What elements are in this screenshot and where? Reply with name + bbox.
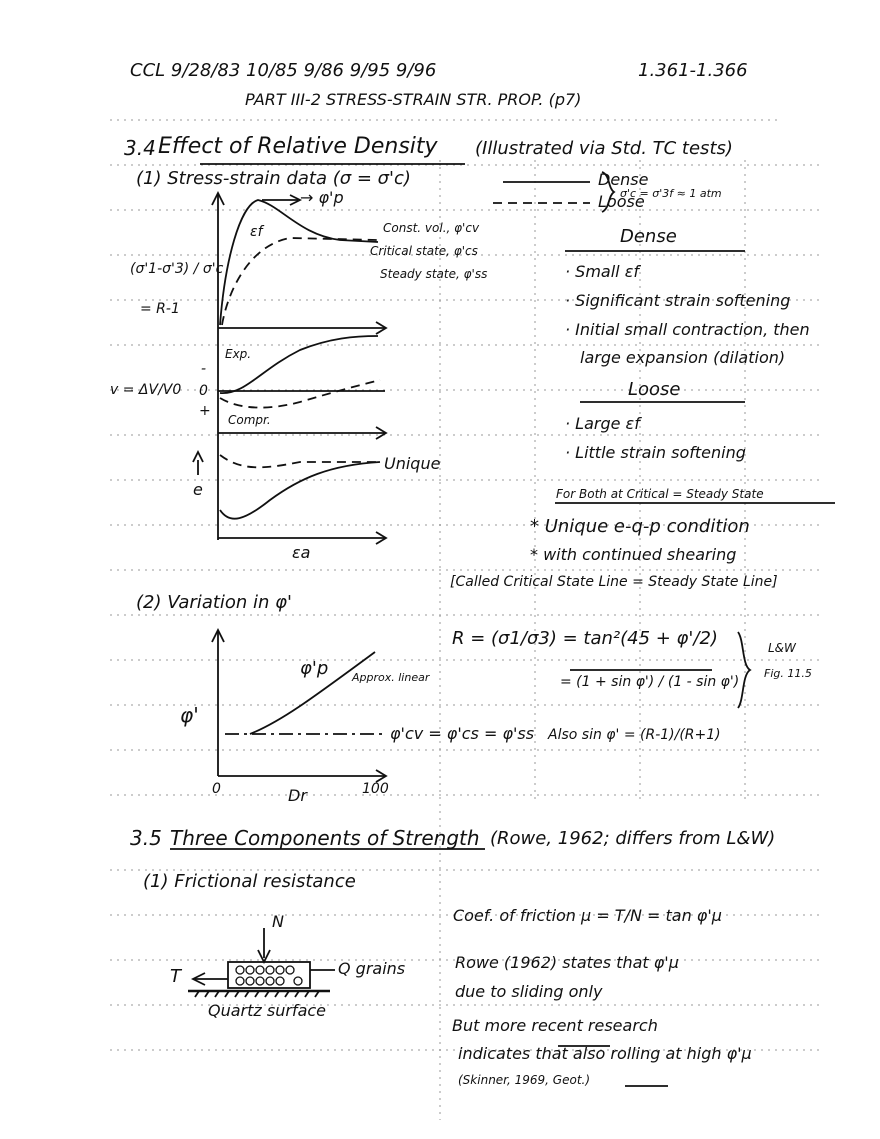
loose-volume-curve — [220, 380, 380, 408]
r-equation: R = (σ1/σ3) = tan²(45 + φ'/2) — [452, 628, 718, 649]
research-text-1: But more recent research — [452, 1016, 658, 1035]
unique-label: Unique — [384, 454, 441, 473]
volume-label: v = ΔV/V0 — [110, 382, 182, 398]
loose-stress-curve — [222, 238, 378, 325]
called-note: [Called Critical State Line = Steady State Line] — [450, 574, 778, 590]
course-number: 1.361-1.366 — [638, 60, 748, 81]
plus-sign: + — [199, 403, 211, 419]
frictional-label: (1) Frictional resistance — [143, 871, 356, 892]
section-number: 3.4 — [124, 136, 156, 160]
r-minus-1-label: = R-1 — [140, 301, 180, 317]
eps-f-label: εf — [250, 224, 263, 240]
star-note-1: * Unique e-q-p condition — [530, 516, 750, 537]
expansion-label: Exp. — [225, 347, 252, 361]
approx-linear-label: Approx. linear — [352, 671, 430, 684]
section-3-5-title: Three Components of Strength — [170, 826, 480, 850]
void-ratio-label: e — [193, 480, 203, 499]
legend-dense: Dense — [598, 170, 649, 189]
x-axis-100: 100 — [362, 781, 389, 797]
phi-cv-equation: φ'cv = φ'cs = φ'ss — [390, 724, 535, 743]
dense-stress-curve — [220, 200, 378, 325]
section-title: Effect of Relative Density — [158, 134, 438, 159]
legend-note: σ'c = σ'3f ≈ 1 atm — [620, 187, 722, 200]
legend-loose: Loose — [598, 192, 645, 211]
dense-e-curve — [220, 462, 380, 519]
zero-sign: 0 — [199, 383, 208, 399]
compression-label: Compr. — [228, 413, 271, 427]
subsection-2-label: (2) Variation in φ' — [136, 592, 292, 613]
loose-heading: Loose — [628, 379, 681, 400]
friction-coef-text: Coef. of friction μ = T/N = tan φ'μ — [453, 906, 722, 925]
skinner-ref: (Skinner, 1969, Geot.) — [458, 1073, 591, 1087]
dense-heading: Dense — [620, 226, 677, 247]
section-3-5-subtitle: (Rowe, 1962; differs from L&W) — [490, 828, 776, 849]
dense-item: · Significant strain softening — [565, 291, 791, 310]
dr-label: Dr — [288, 786, 307, 805]
y-axis-label: (σ'1-σ'3) / σ'c — [130, 261, 224, 277]
phi-p-arrow-label: → φ'p — [300, 188, 344, 207]
also-equation: Also sin φ' = (R-1)/(R+1) — [548, 727, 721, 743]
both-note: For Both at Critical = Steady State — [556, 487, 764, 501]
dense-item: large expansion (dilation) — [580, 348, 786, 367]
normal-force-label: N — [272, 912, 284, 931]
research-text-2: indicates that also rolling at high φ'μ — [458, 1044, 752, 1063]
steady-state-label: Steady state, φ'ss — [380, 267, 488, 281]
lw-ref: L&W — [768, 641, 796, 655]
const-vol-label: Const. vol., φ'cv — [383, 221, 480, 235]
dense-item: · Small εf — [565, 262, 639, 281]
rowe-text-2: due to sliding only — [455, 982, 603, 1001]
fig-ref: Fig. 11.5 — [764, 667, 812, 680]
rowe-text-1: Rowe (1962) states that φ'μ — [455, 953, 679, 972]
loose-e-curve — [220, 455, 380, 467]
grains-label: Q grains — [338, 959, 406, 978]
dense-item: · Initial small contraction, then — [565, 320, 810, 339]
r-equation-2: = (1 + sin φ') / (1 - sin φ') — [560, 674, 740, 690]
section-3-5-number: 3.5 — [130, 826, 162, 850]
part-title: PART III-2 STRESS-STRAIN STR. PROP. (p7) — [245, 90, 582, 109]
section-subtitle: (Illustrated via Std. TC tests) — [475, 138, 733, 159]
header-dates: CCL 9/28/83 10/85 9/86 9/95 9/96 — [130, 60, 437, 81]
axial-strain-label: εa — [292, 543, 311, 562]
quartz-surface-label: Quartz surface — [208, 1001, 327, 1020]
critical-state-label: Critical state, φ'cs — [370, 244, 478, 258]
phi-p-label: φ'p — [300, 658, 329, 679]
x-axis-zero: 0 — [212, 781, 221, 797]
minus-sign: - — [201, 361, 207, 377]
shear-force-label: T — [170, 966, 181, 987]
star-note-2: * with continued shearing — [530, 545, 737, 564]
subsection-label: (1) Stress-strain data (σ = σ'c) — [136, 168, 411, 189]
loose-item: · Little strain softening — [565, 443, 746, 462]
loose-item: · Large εf — [565, 414, 640, 433]
phi-axis-label: φ' — [180, 703, 199, 727]
